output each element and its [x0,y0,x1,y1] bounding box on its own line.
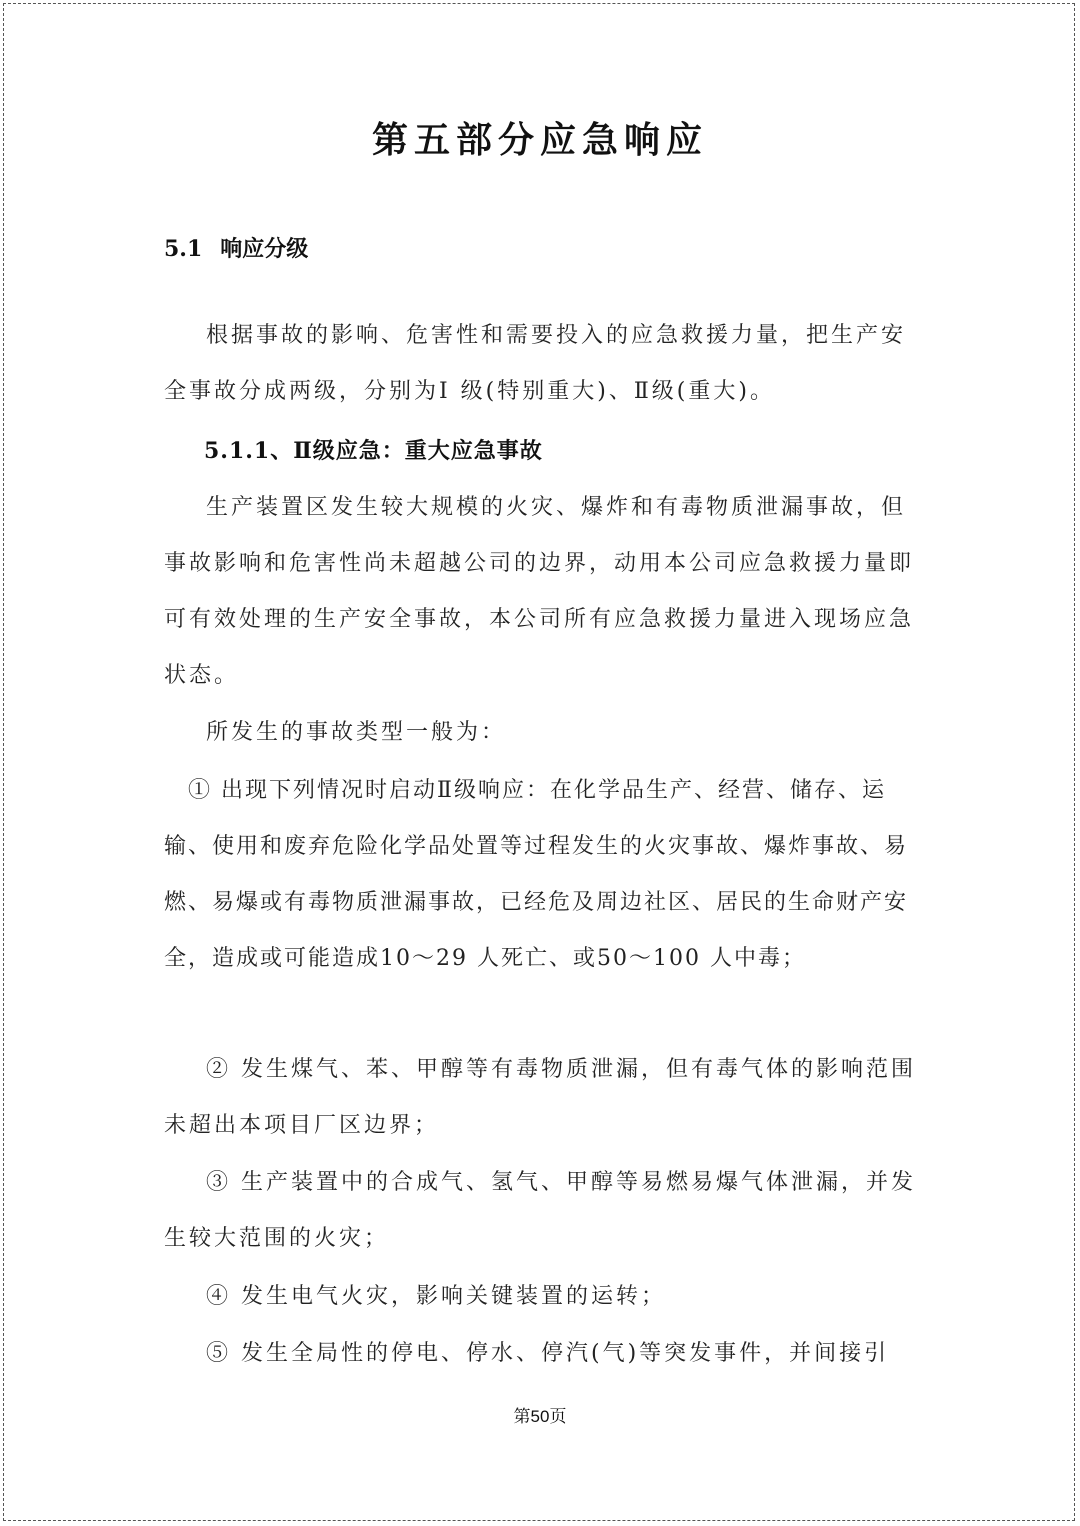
list-item-5: ⑤ 发生全局性的停电、停水、停汽(气)等突发事件，并间接引 [206,1341,890,1366]
list-item-1: ① 出现下列情况时启动Ⅱ级响应：在化学品生产、经营、储存、运输、使用和废弃危险化学品处置等过程发生的火灾事故、爆炸事故、易燃、易爆或有毒物质泄漏事故，已经危及周边社区、居民的生命财产安全，造成或可能造成10～29 人死亡、或50～100 人中毒； [164,778,909,971]
subsection-heading: 5.1.1、Ⅱ级应急：重大应急事故 [204,438,543,464]
page-number: 第50页 [513,1407,567,1426]
list-item-3: ③ 生产装置中的合成气、氢气、甲醇等易燃易爆气体泄漏，并发生较大范围的火灾； [164,1170,916,1251]
section-label: 响应分级 [220,236,309,262]
description-paragraph: 生产装置区发生较大规模的火灾、爆炸和有毒物质泄漏事故，但事故影响和危害性尚未超越公司的边界，动用本公司应急救援力量即可有效处理的生产安全事故，本公司所有应急救援力量进入现场应急状态。 [164,495,915,688]
intro-paragraph: 根据事故的影响、危害性和需要投入的应急救援力量，把生产安全事故分成两级，分别为Ⅰ 级(特别重大)、Ⅱ级(重大)。 [164,323,907,404]
section-heading [164,232,308,263]
list-item-4: ④ 发生电气火灾，影响关键装置的运转； [206,1284,666,1309]
list-item-2: ② 发生煤气、苯、甲醇等有毒物质泄漏，但有毒气体的影响范围未超出本项目厂区边界； [164,1057,916,1138]
types-intro-paragraph: 所发生的事故类型一般为： [206,720,507,745]
section-number: 5.1 [164,236,203,262]
page-title: 第五部分应急响应 [371,119,708,161]
